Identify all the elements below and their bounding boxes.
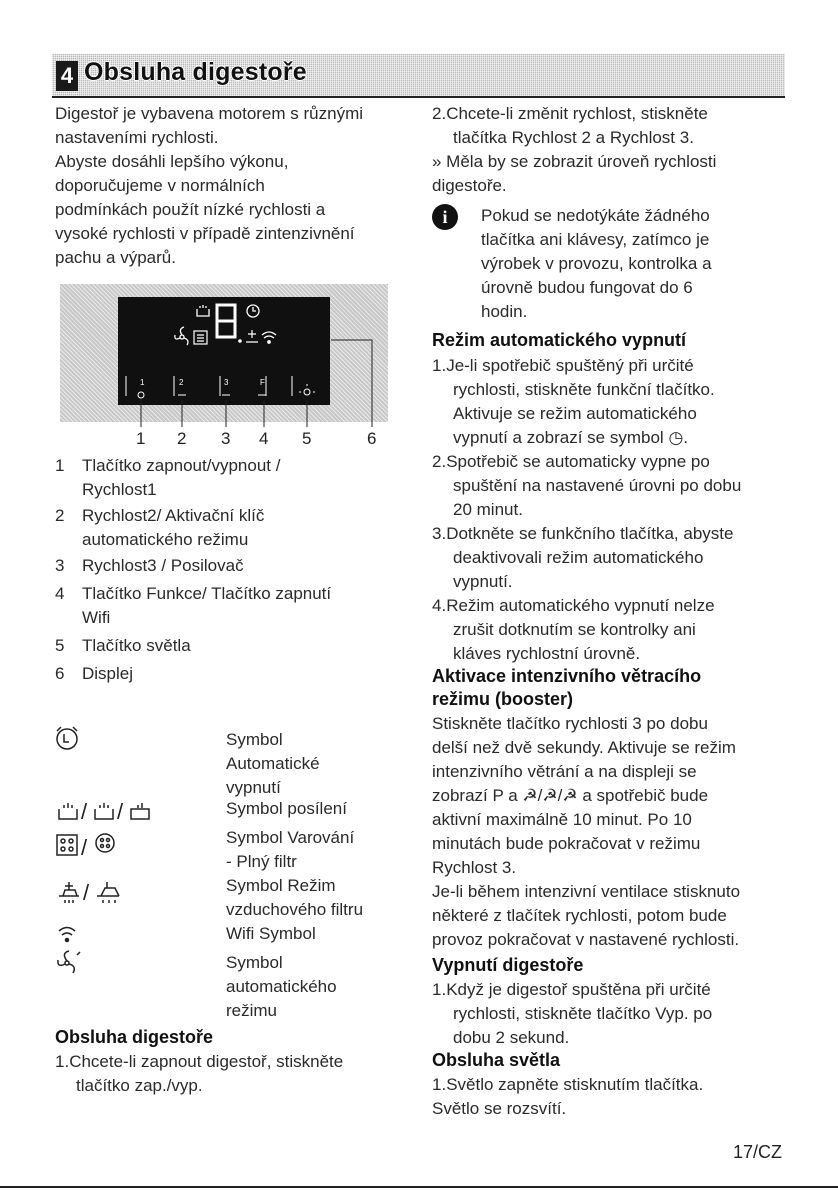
fan-auto-icon — [58, 951, 80, 973]
callout-number: 1 — [136, 429, 146, 448]
symbol-icons — [55, 725, 195, 985]
booster-icon — [197, 305, 209, 316]
svg-text:/: / — [81, 835, 88, 860]
light-heading: Obsluha světla — [432, 1050, 561, 1070]
operation-heading: Obsluha digestoře — [55, 1027, 214, 1047]
power-icon — [138, 392, 144, 398]
control-panel-drawing — [60, 284, 390, 454]
operation-item: 1.Chcete-li zapnout digestoř, stiskněte tlačítko zap./vyp. — [55, 1052, 344, 1095]
booster-heading: Aktivace intenzivního větracího režimu (booster) — [432, 666, 702, 709]
callout-number: 3 — [221, 429, 231, 448]
symbol-label-booster: Symbol posílení — [226, 799, 347, 818]
svg-text:/: / — [83, 880, 90, 905]
filter-warning-icon — [57, 834, 114, 860]
recirculation-mode-icon — [246, 330, 258, 342]
booster-icon — [59, 799, 149, 824]
panel-button-label: F — [260, 378, 265, 387]
auto-off-heading: Režim automatického vypnutí — [432, 330, 687, 350]
fan-auto-icon — [175, 327, 188, 345]
wifi-icon — [262, 332, 276, 343]
light-rays — [299, 384, 315, 392]
info-note: Pokud se nedotýkáte žádného tlačítka ani klávesy, zatímco je výrobek v provozu, kontrolka a úrovně budou fungovat do 6 hodin. — [481, 206, 712, 321]
panel-button-label: 2 — [179, 378, 184, 387]
auto-off-list: 1.Je-li spotřebič spuštěný při určité rychlosti, stiskněte funkční tlačítko. Aktivuje se režim automatického vypnutí a zobrazí se symbol ◷. 2.Spotřebič se automaticky vypne po spuštění na nastavené úrovni po dobu 20 minut. 3.Dotkněte se funkčního tlačítka, abyste deaktivovali režim automatického vypnutí. 4.Režim automatického vypnutí nelze zrušit dotknutím se kontrolky ani kláves rychlostní úrovně. — [432, 356, 742, 663]
svg-text:/: / — [81, 799, 88, 824]
wifi-icon — [59, 928, 75, 942]
panel-legend-list: 1 Tlačítko zapnout/vypnout / Rychlost1 2 Rychlost2/ Aktivační klíč automatického režimu 3 Rychlost3 / Posilovač 4 Tlačítko Funkce/ Tlačítko zapnutí Wifi 5 Tlačítko světla 6 Displej — [55, 456, 332, 683]
callout-number: 2 — [177, 429, 187, 448]
callout-number: 6 — [367, 429, 377, 448]
auto-off-timer-icon: ◷ — [668, 428, 684, 447]
page-title: Obsluha digestoře — [84, 58, 307, 86]
speed-change-item: 2.Chcete-li změnit rychlost, stiskněte tlačítka Rychlost 2 a Rychlost 3. » Měla by se zobrazit úroveň rychlosti digestoře. — [432, 104, 717, 195]
symbol-label-fan: Symbol automatického režimu — [226, 953, 337, 1020]
chapter-number: 4 — [56, 61, 78, 91]
page-number: 17/CZ — [733, 1142, 783, 1162]
symbol-label-recirculation: Symbol Režim vzduchového filtru — [226, 876, 364, 919]
decimal-dot — [238, 339, 242, 343]
panel-button-label: 3 — [224, 378, 229, 387]
booster-paragraph: Stiskněte tlačítko rychlosti 3 po dobu delší než dvě sekundy. Aktivuje se režim intenzivního větrání a na displeji se zobrazí P a ☭/☭/☭ a spotřebič bude aktivní maximálně 10 minut. Po 10 minutách bude pokračovat v režimu Rychlost 3. Je-li během intenzivní ventilace stisknuto některé z tlačítek rychlosti, potom bude provoz pokračovat v nastavené rychlosti. — [432, 714, 741, 949]
seven-segment-digit — [217, 305, 235, 337]
intro-paragraph: Digestoř je vybavena motorem s různými nastaveními rychlosti. Abyste dosáhli lepšího výkonu, doporučujeme v normálních podmínkách použít nízké rychlosti a vysoké rychlosti v případě zintenzivnění pachu a výparů. — [55, 104, 364, 267]
svg-text:/: / — [117, 799, 124, 824]
symbol-label-filter: Symbol Varování - Plný filtr — [226, 828, 355, 871]
button-separators — [126, 376, 292, 396]
panel-button-label: 1 — [140, 378, 145, 387]
banner-underline — [52, 96, 785, 98]
clock-icon — [247, 305, 259, 317]
filter-warning-icon — [194, 331, 207, 344]
auto-off-timer-icon — [57, 727, 77, 749]
info-icon: i — [432, 204, 458, 230]
bottom-rule — [0, 1186, 838, 1188]
power-off-item: 1.Když je digestoř spuštěna při určité rychlosti, stiskněte tlačítko Vyp. po dobu 2 sekund. — [432, 980, 713, 1047]
power-off-heading: Vypnutí digestoře — [432, 955, 584, 975]
light-item: 1.Světlo zapněte stisknutím tlačítka. Světlo se rozsvítí. — [432, 1075, 704, 1118]
callout-number: 5 — [302, 429, 312, 448]
callout-number: 4 — [259, 429, 269, 448]
symbol-label-auto-off: Symbol Automatické vypnutí — [226, 730, 320, 797]
light-icon — [304, 389, 310, 395]
callout-lines — [141, 340, 372, 427]
recirculation-mode-icon — [59, 880, 119, 905]
booster-icon: ☭/☭/☭ — [522, 786, 578, 805]
symbol-label-wifi: Wifi Symbol — [226, 924, 316, 943]
